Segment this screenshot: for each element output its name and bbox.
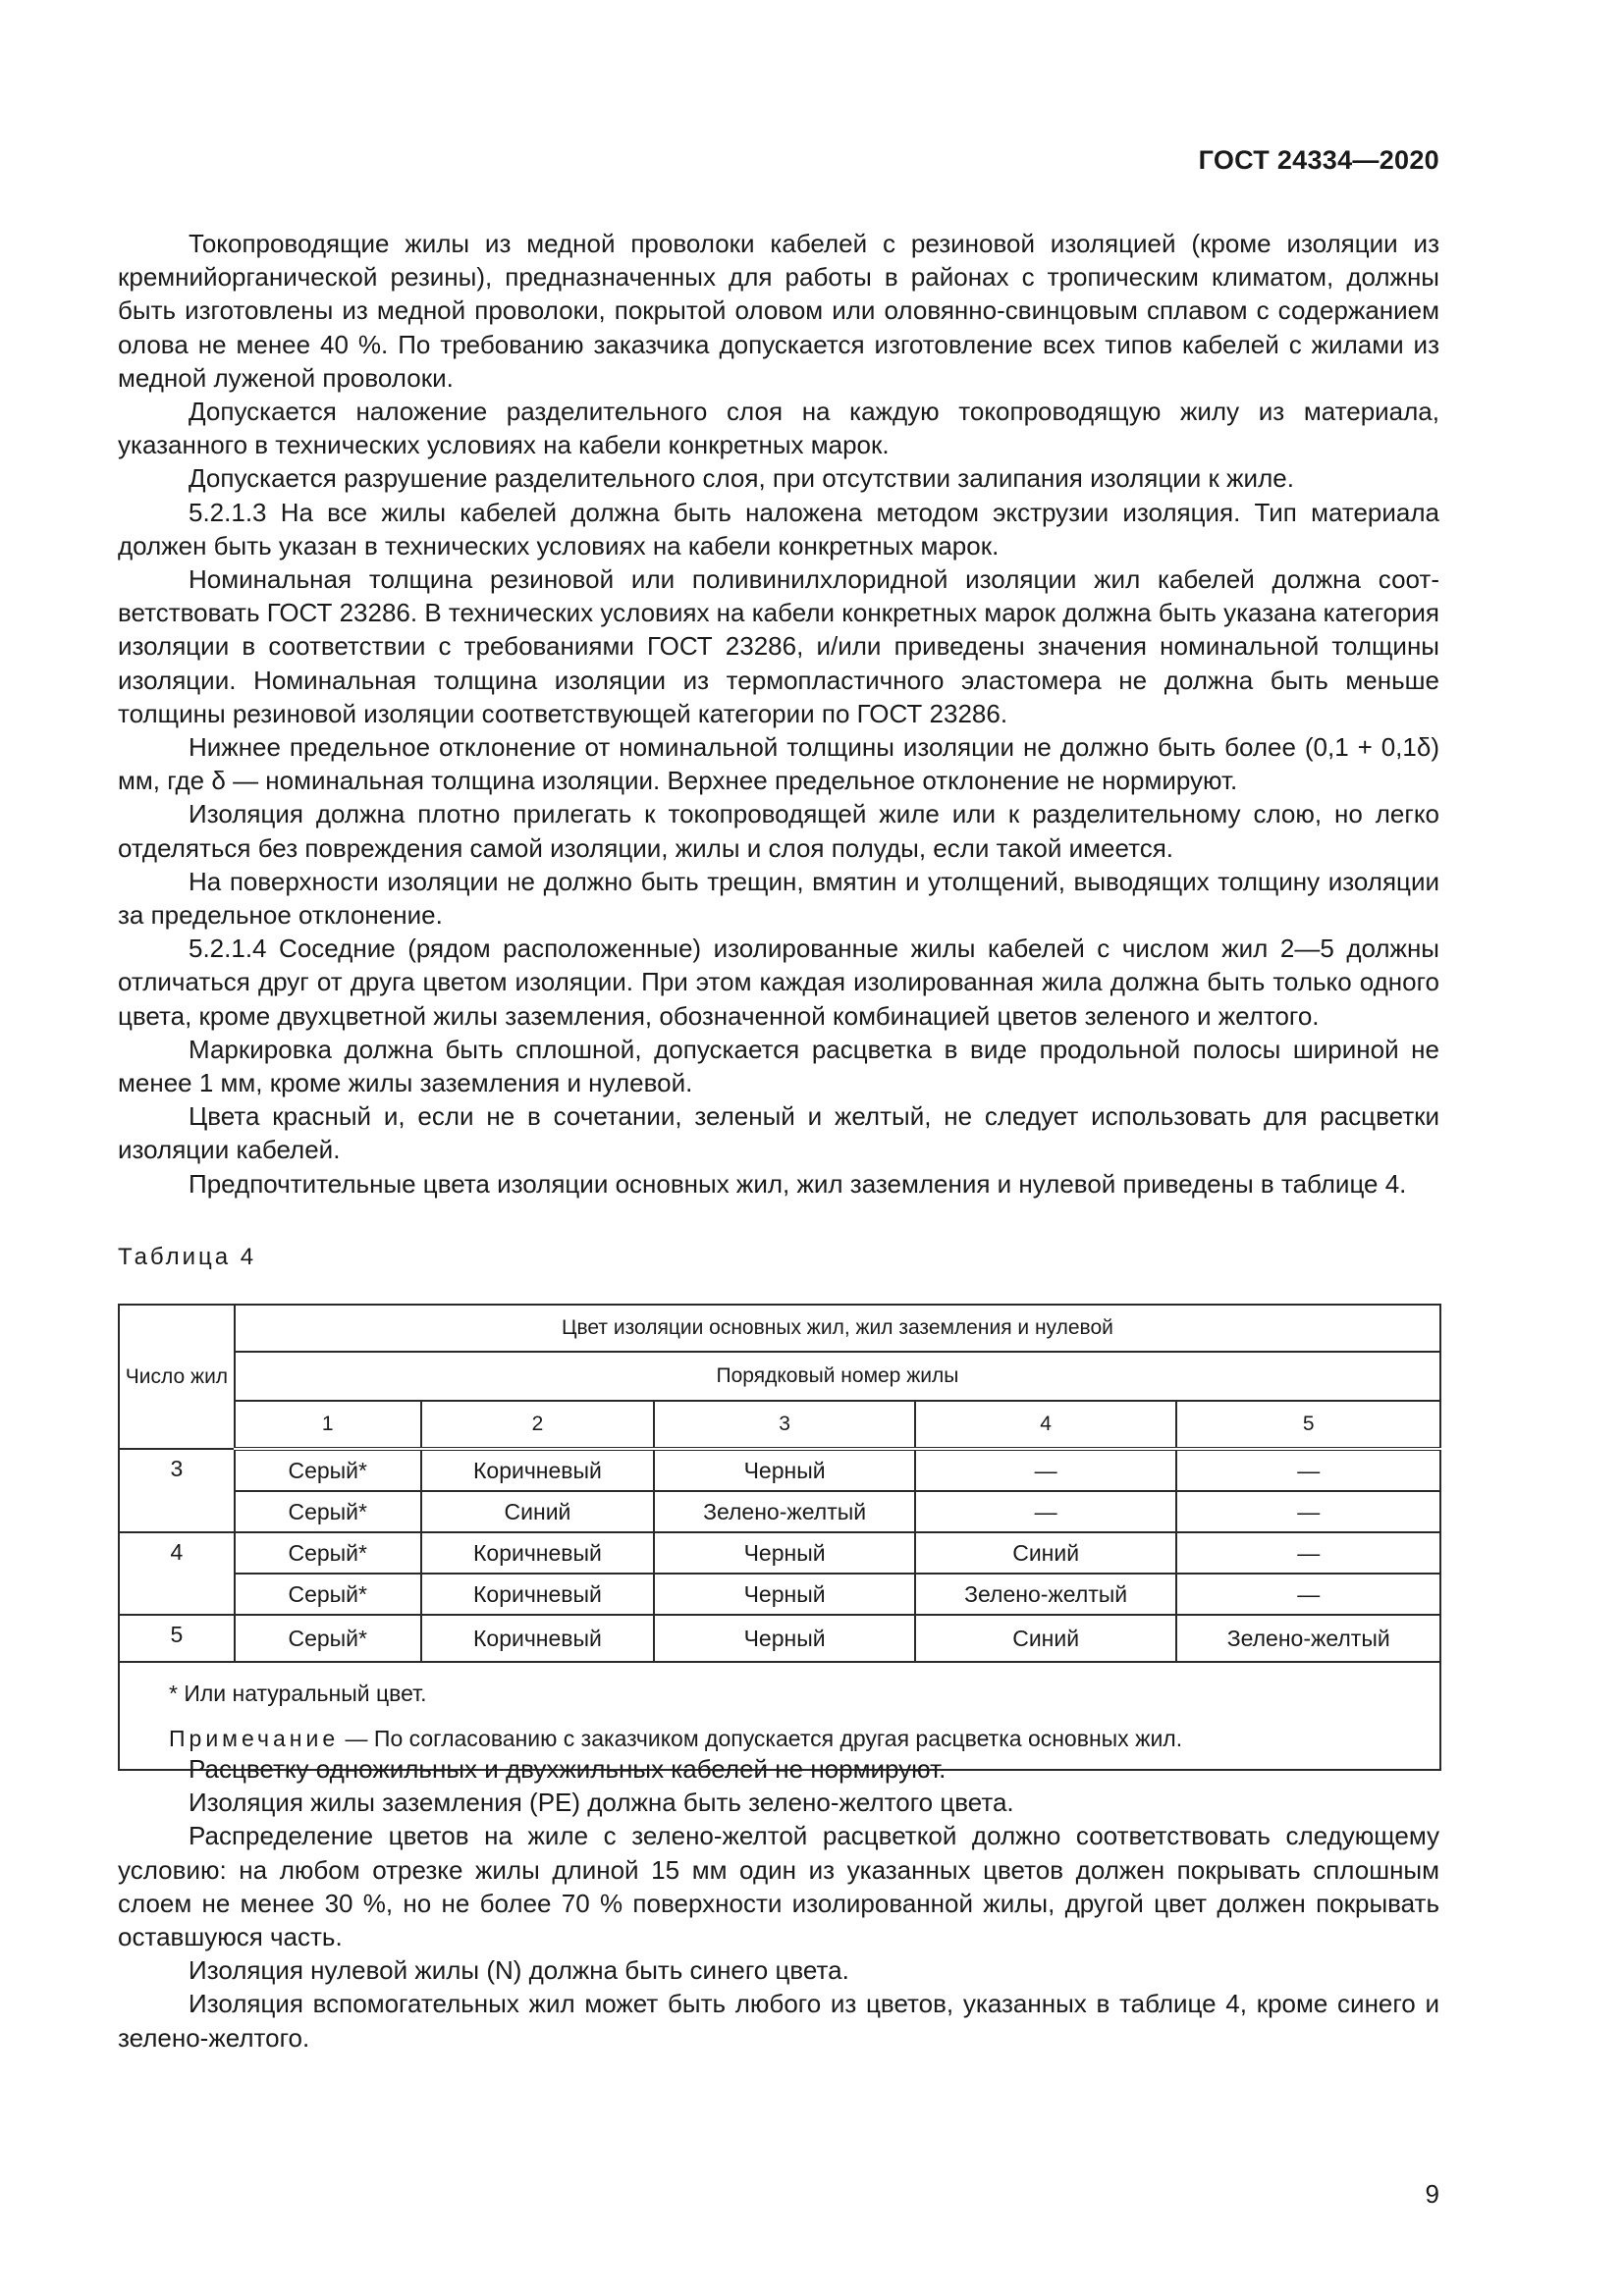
table-cell: Коричневый [421,1615,655,1662]
paragraph: Расцветку одножильных и двухжильных кабелей не нормируют. [189,1754,947,1784]
body-text-after-table [118,1752,1439,2055]
paragraph: Нижнее предельное отклонение от номинальной толщины изоляции не должно быть более (0,1 + 0,1δ) мм, где δ — номинальная толщина изоляции. Верхнее предельное отклонение не нормируют. [118,732,1439,796]
document-header: ГОСТ 24334—2020 [1198,145,1439,175]
body-text-before-table [118,227,1439,1201]
table-cell: Серый* [235,1615,421,1662]
cell-count: 4 [119,1532,235,1615]
header-cell-count: Число жил [119,1305,235,1449]
table-cell: Серый* [235,1574,421,1615]
color-table [118,1304,1441,1771]
table-cell: — [1176,1574,1440,1615]
table-cell: Зелено-желтый [654,1491,915,1532]
table-cell: Синий [915,1615,1177,1662]
page-number: 9 [1425,2179,1439,2209]
note-text: — По согласованию с заказчиком допускается другая расцветка основных жил. [339,1726,1183,1751]
paragraph: Токопроводящие жилы из медной проволоки кабелей с резиновой изоляцией (кроме изоляции из кремнийорганической резины), предназначенных для работы в районах с тропическим климатом, должны быть изготовлены из медной проволоки, покрытой оловом или оловянно-свинцовым сплавом с содержанием олова не менее 40 %. По требованию заказчика допускается изготовление всех типов кабелей с жилами из медной луженой проволоки. [118,229,1439,393]
paragraph: Изоляция жилы заземления (PE) должна быть зелено-желтого цвета. [189,1788,1014,1818]
table-cell: — [915,1491,1177,1532]
paragraph: Изоляция нулевой жилы (N) должна быть синего цвета. [189,1955,849,1986]
table-cell: Черный [654,1574,915,1615]
table-caption: Таблица 4 [118,1244,257,1270]
table-cell: Серый* [235,1532,421,1574]
paragraph: Изоляция вспомогательных жил может быть любого из цветов, указанных в таблице 4, кроме синего и зелено-желтого. [118,1989,1439,2053]
paragraph: Допускается разрушение разделительного слоя, при отсутствии залипания изоляции к жиле. [189,463,1294,494]
table-row [119,1574,1440,1615]
paragraph: 5.2.1.3 На все жилы кабелей должна быть наложена методом экструзии изоляция. Тип материала должен быть указан в технических условиях на кабели конкретных марок. [118,497,1439,561]
header-cell-col-number: 2 [421,1401,655,1449]
table-cell: Коричневый [421,1449,655,1491]
table-cell: Черный [654,1449,915,1491]
table-cell: Синий [915,1532,1177,1574]
paragraph: Номинальная толщина резиновой или поливинилхлоридной изоляции жил кабелей должна соответствовать ГОСТ 23286. В технических условиях на кабели конкретных марок должна быть указана категория изоляции в соответствии с требованиями ГОСТ 23286, и/или приведены значения номинальной толщины изоляции. Номинальная толщина изоляции из термопластичного эластомера не должна быть меньше толщины резиновой изоляции соответствующей категории по ГОСТ 23286. [118,564,1439,728]
table-cell: — [1176,1532,1440,1574]
table-cell: Коричневый [421,1532,655,1574]
header-cell-col-number: 1 [235,1401,421,1449]
table-cell: Серый* [235,1449,421,1491]
table-cell: — [1176,1449,1440,1491]
table-cell: Коричневый [421,1574,655,1615]
cell-count: 3 [119,1449,235,1532]
table-cell: Серый* [235,1491,421,1532]
paragraph: Распределение цветов на жиле с зелено-желтой расцветкой должно соответствовать следующему условию: на любом отрезке жилы длиной 15 мм один из указанных цветов должен покрывать сплошным слоем не менее 30 %, но не более 70 % поверхности изолированной жилы, другой цвет должен покрывать оставшуюся часть. [118,1821,1439,1952]
table-cell: — [1176,1491,1440,1532]
note-label: Примечание [169,1726,340,1751]
table-cell: Зелено-желтый [1176,1615,1440,1662]
cell-count: 5 [119,1615,235,1662]
paragraph: На поверхности изоляции не должно быть трещин, вмятин и утолщений, выводящих толщину изоляции за предельное отклонение. [118,866,1439,931]
paragraph: Допускается наложение разделительного слоя на каждую токопроводящую жилу из материала, указанного в технических условиях на кабели конкретных марок. [118,397,1439,460]
paragraph: 5.2.1.4 Соседние (рядом расположенные) изолированные жилы кабелей с числом жил 2—5 должны отличаться друг от друга цветом изоляции. При этом каждая изолированная жила должна быть только одного цвета, кроме двухцветной жилы заземления, обозначенной комбинацией цветов зеленого и желтого. [118,934,1439,1031]
table-cell: — [915,1449,1177,1491]
table-cell: Синий [421,1491,655,1532]
paragraph: Предпочтительные цвета изоляции основных жил, жил заземления и нулевой приведены в таблице 4. [189,1168,1407,1199]
header-cell-col-number: 5 [1176,1401,1440,1449]
paragraph: Цвета красный и, если не в сочетании, зеленый и желтый, не следует использовать для расцветки изоляции кабелей. [118,1101,1439,1165]
table-cell: Черный [654,1532,915,1574]
table-cell: Черный [654,1615,915,1662]
table-footnote: * Или натуральный цвет. [169,1681,427,1706]
paragraph: Изоляция должна плотно прилегать к токопроводящей жиле или к разделительному слою, но легко отделяться без повреждения самой изоляции, жилы и слоя полуды, если такой имеется. [118,799,1439,863]
table-cell: Зелено-желтый [915,1574,1177,1615]
header-cell-col-number: 4 [915,1401,1177,1449]
paragraph: Маркировка должна быть сплошной, допускается расцветка в виде продольной полосы шириной не менее 1 мм, кроме жилы заземления и нулевой. [118,1034,1439,1098]
header-cell-group: Цвет изоляции основных жил, жил заземления и нулевой [235,1305,1440,1352]
table-row [119,1491,1440,1532]
table-row [119,1615,1440,1662]
header-cell-col-number: 3 [654,1401,915,1449]
table-row [119,1532,1440,1574]
table-row [119,1449,1440,1491]
header-cell-subgroup: Порядковый номер жилы [235,1352,1440,1401]
